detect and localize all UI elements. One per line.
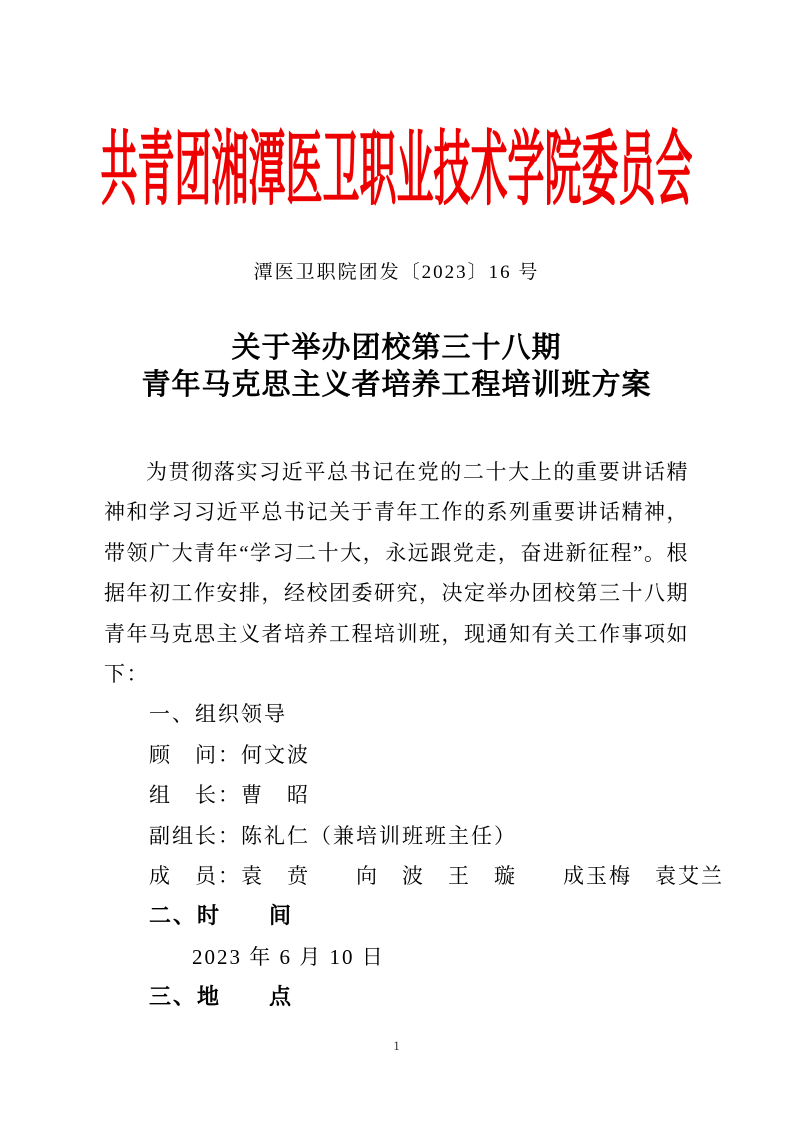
document-title-line2: 青年马克思主义者培养工程培训班方案	[141, 369, 652, 401]
document-title	[0, 330, 793, 404]
section3-heading: 三、地 点	[149, 984, 294, 1010]
advisor-line: 顾 问：何文波	[149, 742, 310, 767]
members-line: 成 员：袁 贲 向 波 王 璇 成玉梅 袁艾兰	[149, 864, 724, 889]
deputy-leader-line: 副组长：陈礼仁（兼培训班班主任）	[149, 823, 517, 848]
group-leader-line: 组 长：曹 昭	[149, 783, 310, 808]
intro-paragraph: 为贯彻落实习近平总书记在党的二十大上的重要讲话精神和学习习近平总书记关于青年工作的系列重要讲话精神，带领广大青年“学习二十大，永远跟党走，奋进新征程”。根据年初工作安排，经校团委研究，决定举办团校第三十八期青年马克思主义者培养工程培训班，现通知有关工作事项如下：	[104, 460, 689, 687]
org-title: 共青团湘潭医卫职业技术学院委员会	[100, 126, 693, 217]
section2-date: 2023 年 6 月 10 日	[192, 944, 385, 969]
section1-heading: 一、组织领导	[149, 702, 287, 727]
red-letterhead	[0, 126, 793, 217]
doc-number: 潭医卫职院团发〔2023〕16 号	[253, 262, 540, 283]
page-number: 1	[393, 1038, 400, 1053]
section2-heading: 二、时 间	[149, 903, 294, 929]
document-title-line1: 关于举办团校第三十八期	[231, 332, 562, 364]
